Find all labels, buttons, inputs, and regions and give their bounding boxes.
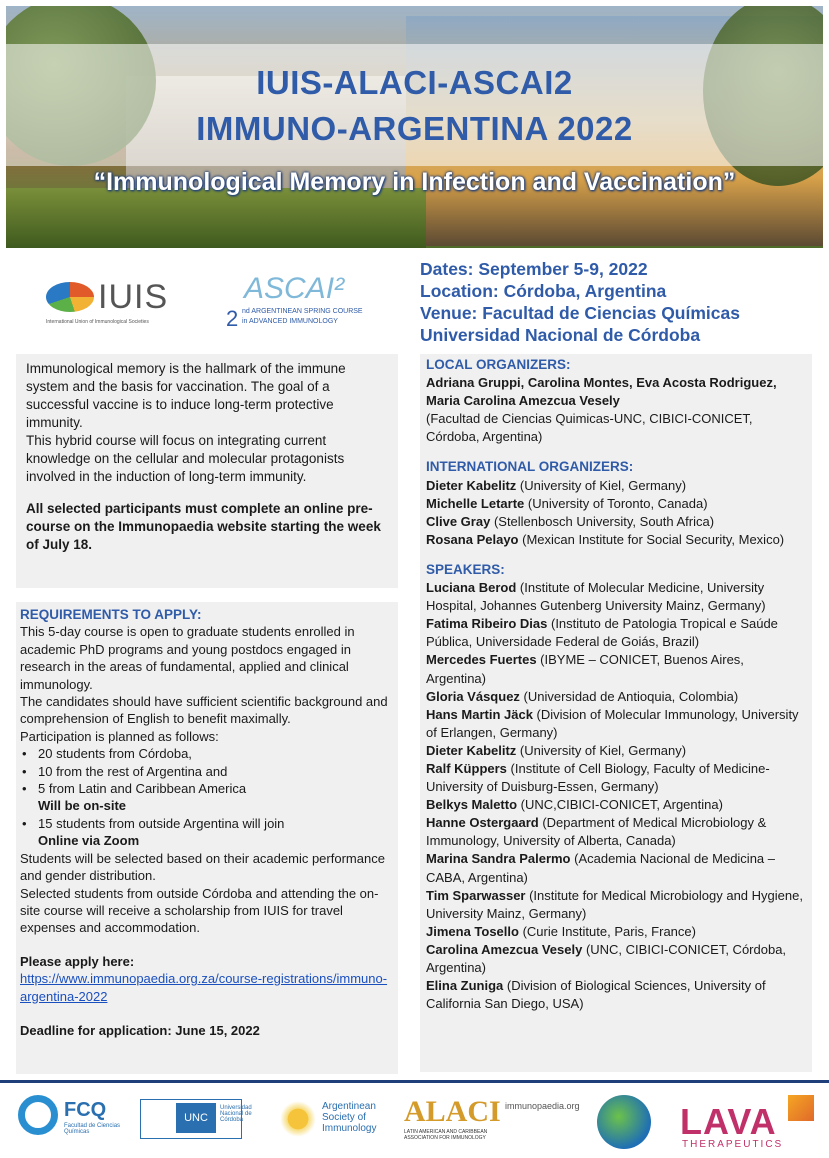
person-name: Hanne Ostergaard	[426, 815, 539, 831]
person-affil: (Mexican Institute for Social Security, Mexico)	[518, 531, 785, 547]
requirements-title: REQUIREMENTS TO APPLY:	[20, 607, 202, 622]
person-affil: (Division of Biological Sciences, University of California San Diego, USA)	[426, 978, 766, 1012]
list-item	[426, 651, 806, 687]
req-p1: This 5-day course is open to graduate students enrolled in academic PhD programs and young postdocs engaged in research in the areas of fundamental, applied and clinical immunology.	[20, 624, 355, 692]
event-venue: Venue: Facultad de Ciencias Químicas	[420, 303, 740, 323]
event-info	[420, 258, 820, 346]
alaci-title: ALACI	[404, 1095, 501, 1128]
person-affil: (Division of Molecular Immunology, University of Erlangen, Germany)	[426, 706, 799, 740]
asi-text: Argentinean Society of Immunology	[322, 1101, 377, 1134]
list-item	[426, 706, 806, 742]
hero-banner	[6, 6, 823, 248]
apply-label: Please apply here:	[20, 953, 135, 969]
list-item	[426, 579, 806, 615]
participation-list-2	[20, 815, 394, 832]
person-name: Rosana Pelayo	[426, 531, 519, 547]
intro-panel	[16, 354, 398, 588]
title-line-1: IUIS-ALACI-ASCAI2	[256, 64, 573, 101]
person-affil: (Stellenbosch University, South Africa)	[490, 513, 715, 529]
speakers-title: SPEAKERS:	[426, 561, 505, 577]
list-item	[426, 850, 806, 886]
ascai-mark: ASCAI²	[244, 272, 345, 305]
person-affil: (Institute of Molecular Medicine, University Hospital, Johannes Gutenberg University Mainz, Germany)	[426, 580, 766, 614]
intro-p1: Immunological memory is the hallmark of the immune system and the basis for vaccination. The goal of a successful vaccine is to induce long-term protective immunity.	[26, 361, 346, 430]
alaci-sub: LATIN AMERICAN AND CARIBBEAN ASSOCIATION FOR IMMUNOLOGY	[404, 1129, 488, 1141]
ascai-number: 2	[226, 306, 239, 331]
req-p5: Selected students from outside Córdoba and attending the on-site course will receive a scholarship from IUIS for travel expenses and accommodation.	[20, 885, 379, 936]
person-name: Marina Sandra Palermo	[426, 851, 571, 867]
ascai-line2: in ADVANCED IMMUNOLOGY	[242, 318, 338, 325]
unc-sub: Universidad Nacional de Córdoba	[220, 1105, 252, 1123]
person-affil: (Universidad de Antioquia, Colombia)	[519, 688, 739, 704]
person-affil: (Instituto de Patologia Tropical e Saúde Pública, Universidade Federal de Goiás, Brazil)	[426, 616, 778, 650]
person-name: Hans Martin Jäck	[426, 706, 533, 722]
event-dates: Dates: September 5-9, 2022	[420, 259, 648, 279]
globe-icon	[46, 282, 94, 312]
person-affil: (Institute for Medical Microbiology and Hygiene, University Mainz, Germany)	[426, 887, 803, 921]
event-university: Universidad Nacional de Córdoba	[420, 325, 701, 345]
immunopaedia-text: immunopaedia.org	[505, 1101, 580, 1111]
person-affil: (University of Kiel, Germany)	[516, 742, 687, 758]
list-item: • 15 students from outside Argentina will join	[20, 815, 394, 832]
list-item	[426, 742, 806, 760]
person-affil: (IBYME – CONICET, Buenos Aires, Argentina)	[426, 652, 744, 686]
iuis-logo	[46, 278, 186, 328]
person-name: Luciana Berod	[426, 580, 517, 596]
event-location: Location: Córdoba, Argentina	[420, 281, 667, 301]
subtitle: “Immunological Memory in Infection and Vaccination”	[93, 168, 736, 196]
zoom-note: Online via Zoom	[38, 833, 140, 849]
person-name: Mercedes Fuertes	[426, 652, 537, 668]
person-affil: (UNC, CIBICI-CONICET, Córdoba, Argentina)	[426, 941, 787, 975]
intro-notice: All selected participants must complete an online pre-course on the Immunopaedia website starting the week of July 18.	[26, 501, 381, 552]
international-organizers	[426, 458, 806, 548]
list-item	[426, 477, 806, 495]
person-name: Carolina Amezcua Vesely	[426, 941, 583, 957]
list-item	[426, 615, 806, 651]
iuis-word: IUIS	[98, 278, 169, 316]
unc-logo	[140, 1095, 265, 1147]
fcq-title: FCQ	[64, 1099, 107, 1121]
list-item	[426, 796, 806, 814]
list-item	[426, 531, 806, 549]
person-name: Ralf Küppers	[426, 760, 507, 776]
person-affil: (Institute of Cell Biology, Faculty of Medicine-University of Duisburg-Essen, Germany)	[426, 760, 770, 795]
list-item	[426, 941, 806, 977]
list-item	[426, 977, 806, 1013]
person-name: Belkys Maletto	[426, 797, 518, 813]
person-name: Clive Gray	[426, 513, 491, 529]
lava-title: LAVA	[680, 1101, 777, 1142]
list-item	[426, 513, 806, 531]
title-line-2: IMMUNO-ARGENTINA 2022	[196, 110, 633, 147]
local-title: LOCAL ORGANIZERS:	[426, 357, 571, 372]
lava-flag-icon	[788, 1095, 814, 1121]
person-affil: (Department of Medical Microbiology & Immunology, University of Alberta, Canada)	[426, 815, 767, 849]
person-name: Dieter Kabelitz	[426, 742, 517, 758]
requirements-panel	[16, 602, 398, 1074]
participation-list	[20, 745, 394, 797]
sun-icon	[280, 1101, 316, 1137]
fcq-q-icon	[18, 1095, 58, 1135]
list-item	[426, 760, 806, 796]
list-item	[426, 814, 806, 850]
unc-title: UNC	[176, 1103, 216, 1133]
list-item	[426, 923, 806, 941]
person-name: Elina Zuniga	[426, 978, 504, 994]
req-p2: The candidates should have sufficient scientific background and comprehension of English to benefit maximally.	[20, 694, 388, 727]
deadline: Deadline for application: June 15, 2022	[20, 1022, 260, 1038]
local-affil: (Facultad de Ciencias Quimicas-UNC, CIBICI-CONICET, Córdoba, Argentina)	[426, 411, 753, 445]
req-p3: Participation is planned as follows:	[20, 728, 219, 744]
grass	[6, 188, 426, 248]
asi-logo	[280, 1095, 400, 1147]
person-name: Gloria Vásquez	[426, 688, 520, 704]
list-item	[426, 887, 806, 923]
fcq-logo	[18, 1095, 128, 1147]
person-affil: (Academia Nacional de Medicina – CABA, Argentina)	[426, 851, 775, 885]
person-name: Fatima Ribeiro Dias	[426, 616, 548, 632]
intro-p2: This hybrid course will focus on integrating current knowledge on the cellular and molecular protagonists involved in the induction of long-term immunity.	[26, 433, 345, 484]
ascai-logo	[226, 272, 376, 334]
list-item: • 5 from Latin and Caribbean America	[20, 780, 394, 797]
person-affil: (University of Toronto, Canada)	[524, 495, 708, 511]
person-name: Dieter Kabelitz	[426, 477, 517, 493]
person-affil: (University of Kiel, Germany)	[516, 477, 687, 493]
list-item	[426, 495, 806, 513]
person-affil: (Curie Institute, Paris, France)	[518, 923, 696, 939]
speakers	[426, 561, 806, 1013]
globe-icon	[597, 1095, 651, 1149]
lava-logo	[680, 1095, 820, 1150]
list-item: • 20 students from Córdoba,	[20, 745, 394, 762]
iuis-caption: International Union of Immunological Societies	[46, 319, 149, 325]
list-item: • 10 from the rest of Argentina and	[20, 763, 394, 780]
person-name: Tim Sparwasser	[426, 887, 526, 903]
local-names: Adriana Gruppi, Carolina Montes, Eva Acosta Rodriguez, Maria Carolina Amezcua Vesely	[426, 375, 777, 409]
onsite-note: Will be on-site	[38, 798, 126, 814]
ascai-line1: nd ARGENTINEAN SPRING COURSE	[242, 308, 363, 315]
lava-sub: THERAPEUTICS	[682, 1139, 784, 1150]
person-name: Michelle Letarte	[426, 495, 525, 511]
organizers-panel	[420, 354, 812, 1072]
person-name: Jimena Tosello	[426, 923, 519, 939]
alaci-logo	[404, 1095, 501, 1147]
req-p4: Students will be selected based on their academic performance and gender distribution.	[20, 850, 385, 884]
fcq-sub: Facultad de Ciencias Químicas	[64, 1123, 121, 1135]
list-item	[426, 688, 806, 706]
registration-link[interactable]: https://www.immunopaedia.org.za/course-registrations/immuno-argentina-2022	[20, 971, 388, 1004]
immunopaedia-logo	[505, 1095, 655, 1147]
person-affil: (UNC,CIBICI-CONICET, Argentina)	[517, 797, 723, 813]
sponsor-footer	[0, 1080, 829, 1158]
local-organizers	[426, 356, 806, 446]
international-title: INTERNATIONAL ORGANIZERS:	[426, 459, 634, 475]
